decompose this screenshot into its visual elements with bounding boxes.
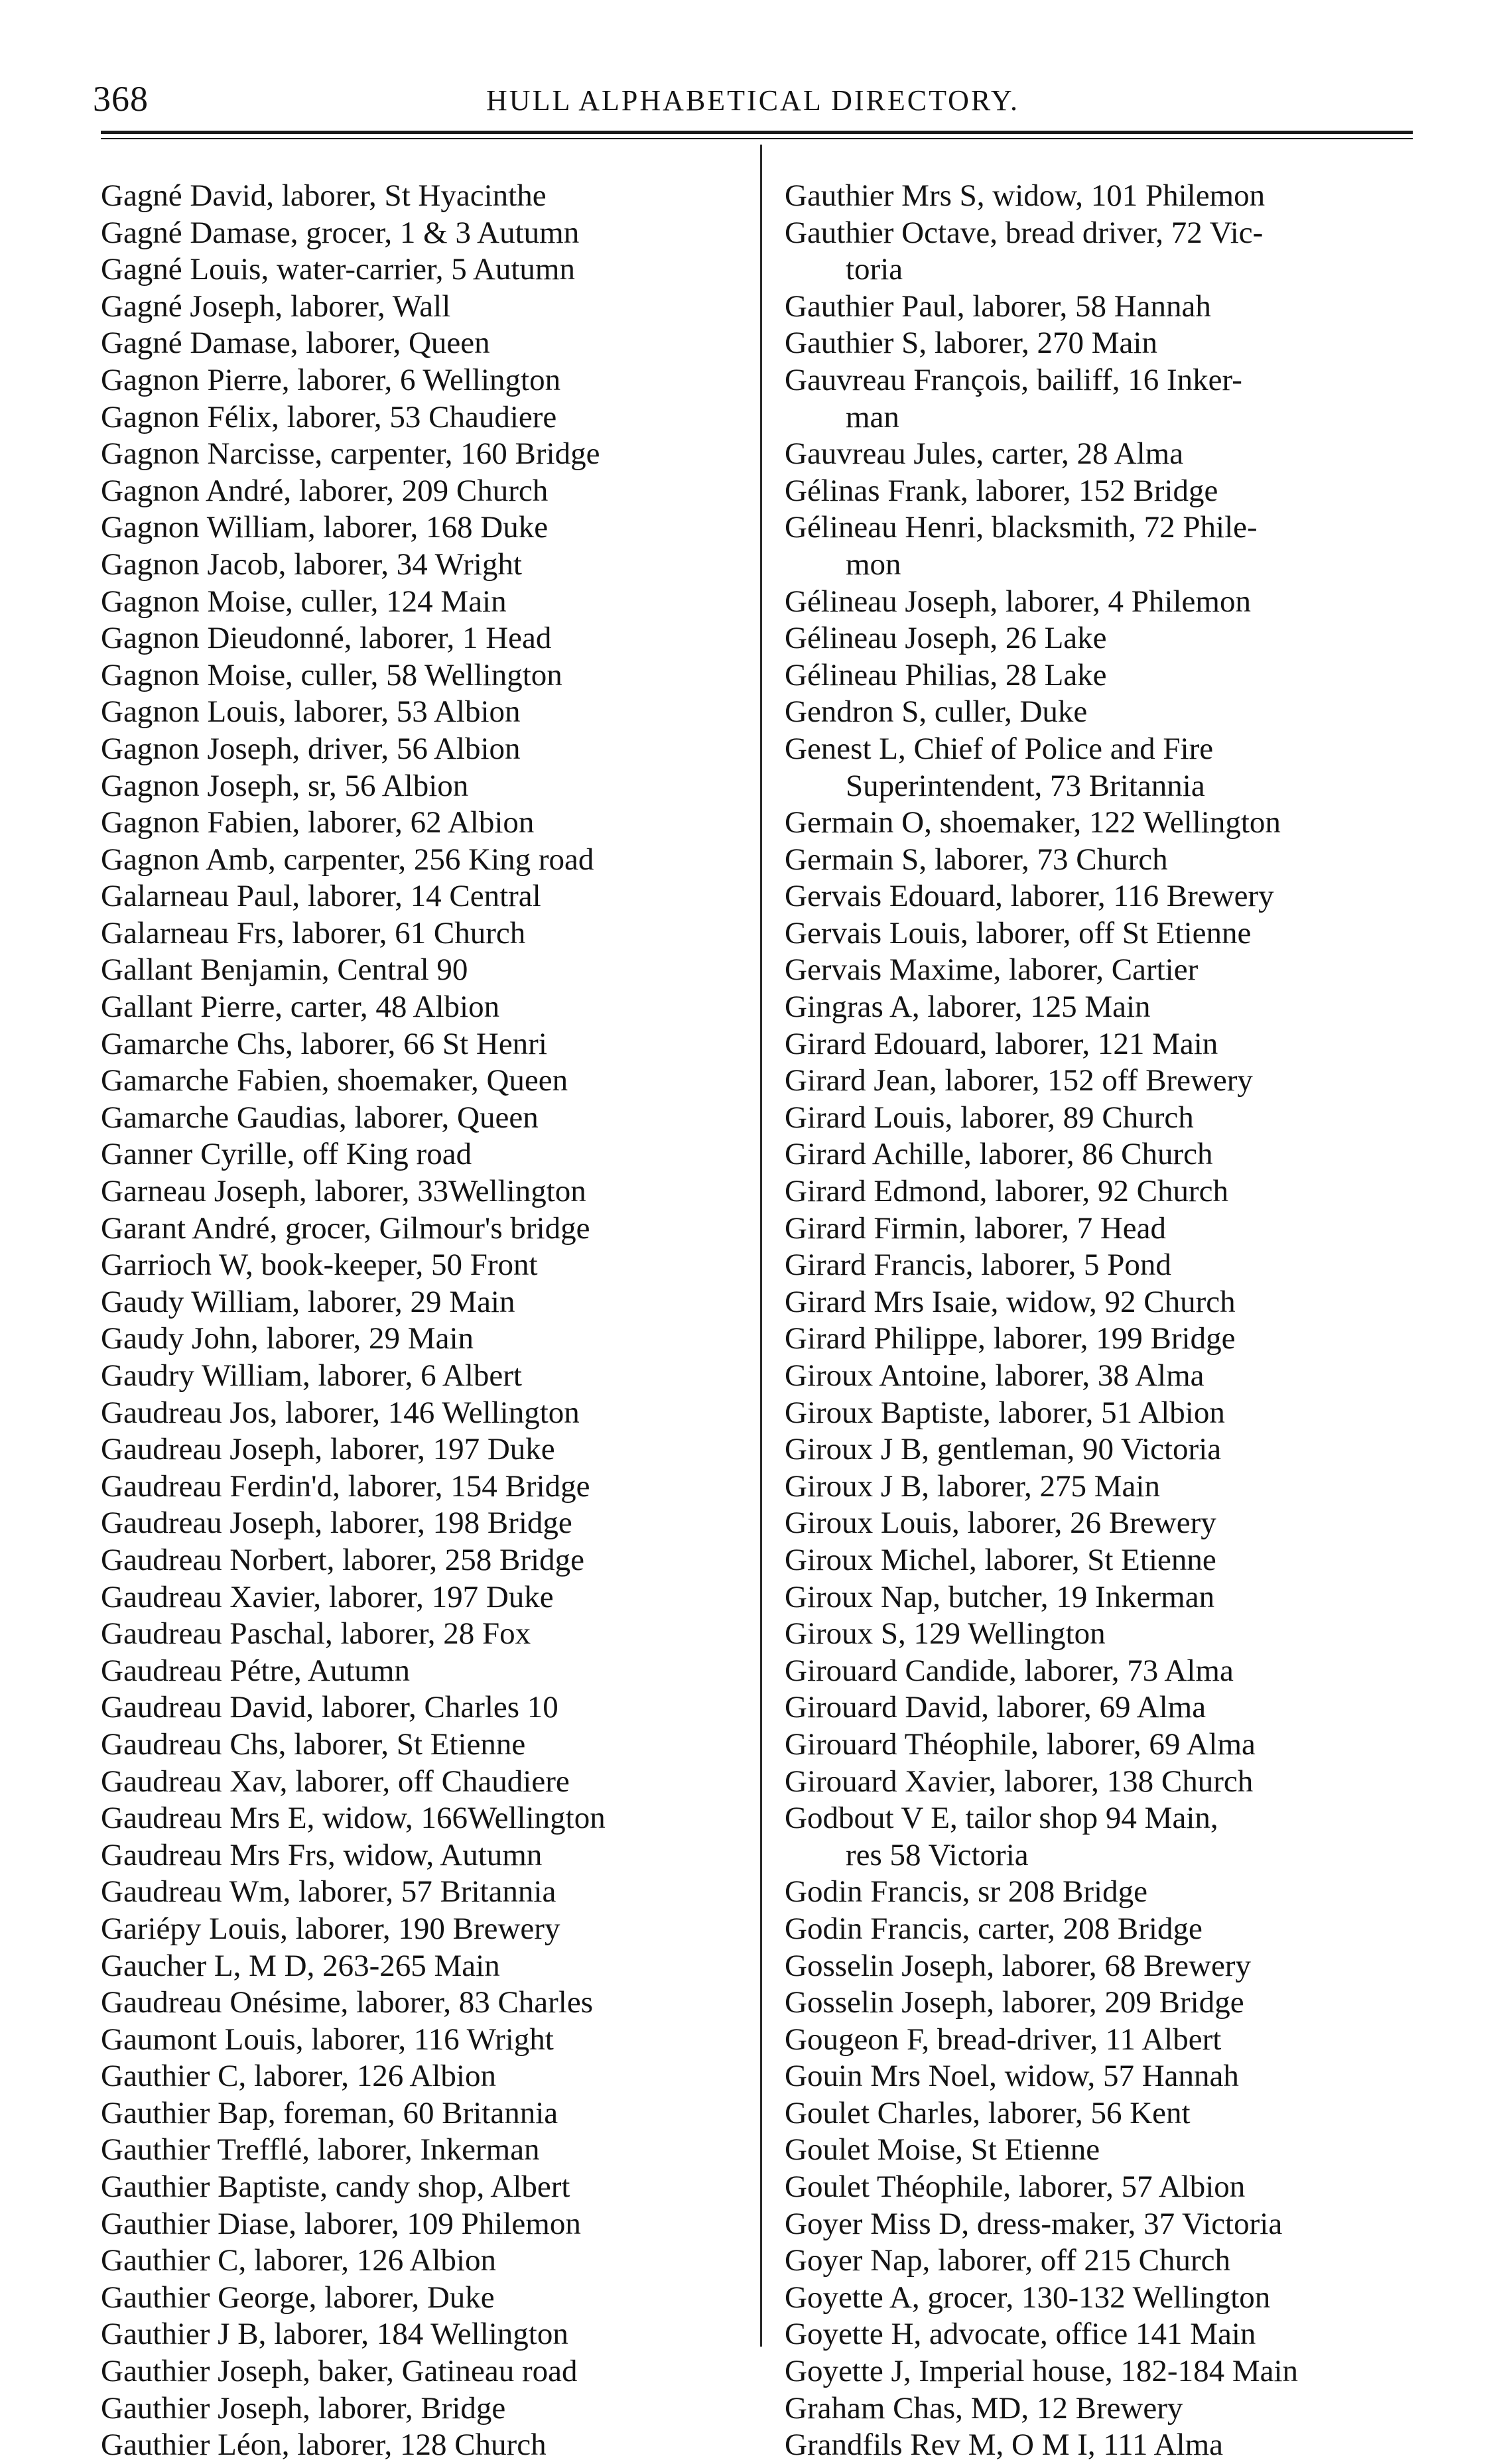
directory-entry: Gélineau Joseph, 26 Lake — [785, 621, 1107, 656]
directory-entry: Gagnon Joseph, driver, 56 Albion — [101, 731, 521, 766]
directory-entry: Gagnon Moise, culler, 124 Main — [101, 584, 507, 619]
directory-entry: Gervais Maxime, laborer, Cartier — [785, 952, 1199, 988]
directory-entry: Gagnon Narcisse, carpenter, 160 Bridge — [101, 436, 600, 472]
directory-entry: Galarneau Paul, laborer, 14 Central — [101, 879, 541, 914]
directory-entry: Gaudreau Onésime, laborer, 83 Charles — [101, 1985, 594, 2020]
directory-entry: Gagnon William, laborer, 168 Duke — [101, 510, 549, 545]
directory-entry: Gaumont Louis, laborer, 116 Wright — [101, 2022, 554, 2057]
directory-entry: Giroux Louis, laborer, 26 Brewery — [785, 1506, 1216, 1541]
directory-entry: Gaudreau Pétre, Autumn — [101, 1653, 410, 1688]
left-column — [101, 178, 764, 2464]
directory-entry: Gallant Pierre, carter, 48 Albion — [101, 990, 500, 1025]
directory-entry: Gagnon Jacob, laborer, 34 Wright — [101, 547, 522, 582]
running-title: HULL ALPHABETICAL DIRECTORY. — [486, 84, 1019, 117]
directory-entry: Giroux J B, gentleman, 90 Victoria — [785, 1432, 1222, 1467]
directory-entry: Gaudreau Mrs E, widow, 166Wellington — [101, 1801, 606, 1836]
directory-entry: Gagnon Amb, carpenter, 256 King road — [101, 842, 594, 877]
directory-entry: Gauthier Diase, laborer, 109 Philemon — [101, 2206, 581, 2241]
directory-entry: Gaudreau Chs, laborer, St Etienne — [101, 1726, 526, 1762]
directory-entry: Gauthier Baptiste, candy shop, Albert — [101, 2170, 570, 2205]
directory-entry: Gauthier Léon, laborer, 128 Church — [101, 2428, 547, 2463]
directory-entry: Gagnon Fabien, laborer, 62 Albion — [101, 805, 535, 840]
directory-entry-continuation: toria — [846, 252, 903, 287]
directory-entry: Gosselin Joseph, laborer, 209 Bridge — [785, 1985, 1244, 2020]
directory-entry: Gauthier S, laborer, 270 Main — [785, 326, 1157, 361]
directory-entry: Girouard Xavier, laborer, 138 Church — [785, 1764, 1254, 1799]
directory-entry: Goyette H, advocate, office 141 Main — [785, 2317, 1256, 2352]
directory-entry: Gauthier Paul, laborer, 58 Hannah — [785, 289, 1211, 324]
directory-entry: Gosselin Joseph, laborer, 68 Brewery — [785, 1948, 1251, 1983]
directory-entry: Godbout V E, tailor shop 94 Main, — [785, 1801, 1218, 1836]
directory-entry: Gauthier C, laborer, 126 Albion — [101, 2243, 496, 2278]
directory-entry: Gaudreau Paschal, laborer, 28 Fox — [101, 1616, 531, 1652]
directory-entry: Gauvreau Jules, carter, 28 Alma — [785, 436, 1184, 472]
directory-entry: Girard Francis, laborer, 5 Pond — [785, 1248, 1171, 1283]
header-rule-thick — [101, 131, 1413, 134]
directory-entry: Goyer Nap, laborer, off 215 Church — [785, 2243, 1231, 2278]
directory-entry: Gagnon Pierre, laborer, 6 Wellington — [101, 362, 561, 397]
directory-entry: Girard Edouard, laborer, 121 Main — [785, 1026, 1218, 1061]
directory-entry: Gaudreau Mrs Frs, widow, Autumn — [101, 1837, 543, 1872]
directory-entry: Gagnon Dieudonné, laborer, 1 Head — [101, 621, 552, 656]
directory-entry: Goulet Théophile, laborer, 57 Albion — [785, 2170, 1246, 2205]
directory-entry: Gagnon Félix, laborer, 53 Chaudiere — [101, 399, 557, 434]
directory-entry: Gervais Edouard, laborer, 116 Brewery — [785, 879, 1274, 914]
directory-entry: Gauthier Joseph, laborer, Bridge — [101, 2390, 506, 2426]
directory-entry: Goyer Miss D, dress-maker, 37 Victoria — [785, 2206, 1283, 2241]
directory-entry: Girard Philippe, laborer, 199 Bridge — [785, 1321, 1236, 1356]
directory-entry: Germain O, shoemaker, 122 Wellington — [785, 805, 1281, 840]
directory-entry: Gagné David, laborer, St Hyacinthe — [101, 178, 547, 213]
directory-entry: Godin Francis, carter, 208 Bridge — [785, 1911, 1203, 1946]
directory-entry: Gaudreau David, laborer, Charles 10 — [101, 1690, 558, 1725]
header-rule-thin — [101, 138, 1413, 139]
directory-entry: Gagné Louis, water-carrier, 5 Autumn — [101, 252, 575, 287]
directory-entry: Gaudreau Wm, laborer, 57 Britannia — [101, 1874, 556, 1910]
directory-entry: Goyette A, grocer, 130-132 Wellington — [785, 2280, 1271, 2315]
directory-entry: Gauthier J B, laborer, 184 Wellington — [101, 2317, 568, 2352]
directory-entry: Gaudreau Joseph, laborer, 197 Duke — [101, 1432, 555, 1467]
directory-entry: Gaudry William, laborer, 6 Albert — [101, 1358, 522, 1393]
directory-entry: Gallant Benjamin, Central 90 — [101, 952, 468, 988]
directory-entry: Giroux S, 129 Wellington — [785, 1616, 1106, 1652]
directory-entry: Girard Mrs Isaie, widow, 92 Church — [785, 1284, 1236, 1319]
directory-entry: Girard Louis, laborer, 89 Church — [785, 1100, 1194, 1135]
directory-entry: Gervais Louis, laborer, off St Etienne — [785, 915, 1252, 950]
directory-entry: Gougeon F, bread-driver, 11 Albert — [785, 2022, 1222, 2057]
directory-entry: Gouin Mrs Noel, widow, 57 Hannah — [785, 2059, 1239, 2094]
directory-entry: Gagnon Joseph, sr, 56 Albion — [101, 768, 469, 803]
directory-entry: Gauthier Joseph, baker, Gatineau road — [101, 2354, 578, 2389]
directory-entry: Gauthier C, laborer, 126 Albion — [101, 2059, 496, 2094]
directory-entry: Gélineau Henri, blacksmith, 72 Phile- — [785, 510, 1258, 545]
directory-entry-continuation: man — [846, 399, 899, 434]
directory-entry: Gaudy William, laborer, 29 Main — [101, 1284, 515, 1319]
directory-entry-continuation: Superintendent, 73 Britannia — [846, 768, 1205, 803]
directory-entry: Giroux Michel, laborer, St Etienne — [785, 1542, 1216, 1577]
directory-entry: Goyette J, Imperial house, 182-184 Main — [785, 2354, 1299, 2389]
directory-entry-continuation: mon — [846, 547, 901, 582]
directory-entry: Gaudreau Joseph, laborer, 198 Bridge — [101, 1506, 572, 1541]
directory-entry: Ganner Cyrille, off King road — [101, 1137, 472, 1172]
directory-entry: Gamarche Chs, laborer, 66 St Henri — [101, 1026, 547, 1061]
directory-entry: Gamarche Gaudias, laborer, Queen — [101, 1100, 539, 1135]
directory-entry: Girouard Théophile, laborer, 69 Alma — [785, 1726, 1256, 1762]
directory-entry: Gauvreau François, bailiff, 16 Inker- — [785, 362, 1242, 397]
directory-entry: Goulet Moise, St Etienne — [785, 2132, 1100, 2168]
directory-entry: Girard Firmin, laborer, 7 Head — [785, 1210, 1166, 1246]
directory-entry: Gauthier Octave, bread driver, 72 Vic- — [785, 215, 1264, 250]
directory-entry: Gaudreau Ferdin'd, laborer, 154 Bridge — [101, 1468, 590, 1504]
directory-entry: Gaudreau Xav, laborer, off Chaudiere — [101, 1764, 570, 1799]
directory-entry: Gendron S, culler, Duke — [785, 694, 1088, 730]
directory-entry: Gagné Joseph, laborer, Wall — [101, 289, 451, 324]
directory-entry: Girouard Candide, laborer, 73 Alma — [785, 1653, 1234, 1688]
directory-entry: Gariépy Louis, laborer, 190 Brewery — [101, 1911, 560, 1946]
directory-entry: Gaudreau Norbert, laborer, 258 Bridge — [101, 1542, 584, 1577]
directory-entry: Garneau Joseph, laborer, 33Wellington — [101, 1174, 586, 1209]
directory-entry: Gagnon André, laborer, 209 Church — [101, 473, 549, 508]
directory-entry: Giroux Nap, butcher, 19 Inkerman — [785, 1579, 1215, 1614]
directory-entry: Gauthier George, laborer, Duke — [101, 2280, 495, 2315]
directory-entry: Gélinas Frank, laborer, 152 Bridge — [785, 473, 1218, 508]
directory-entry-continuation: res 58 Victoria — [846, 1837, 1029, 1872]
directory-entry: Grandfils Rev M, O M I, 111 Alma — [785, 2428, 1223, 2463]
directory-entry: Gagnon Louis, laborer, 53 Albion — [101, 694, 521, 730]
directory-entry: Gélineau Philias, 28 Lake — [785, 657, 1107, 692]
directory-entry: Garrioch W, book-keeper, 50 Front — [101, 1248, 538, 1283]
directory-entry: Graham Chas, MD, 12 Brewery — [785, 2390, 1183, 2426]
right-column — [785, 178, 1448, 2464]
directory-entry: Garant André, grocer, Gilmour's bridge — [101, 1210, 590, 1246]
directory-entry: Gauthier Trefflé, laborer, Inkerman — [101, 2132, 540, 2168]
page-number: 368 — [93, 79, 149, 119]
directory-entry: Girard Achille, laborer, 86 Church — [785, 1137, 1213, 1172]
directory-entry: Gaudy John, laborer, 29 Main — [101, 1321, 474, 1356]
directory-entry: Girard Jean, laborer, 152 off Brewery — [785, 1063, 1253, 1098]
directory-entry: Gaudreau Xavier, laborer, 197 Duke — [101, 1579, 554, 1614]
directory-entry: Girard Edmond, laborer, 92 Church — [785, 1174, 1228, 1209]
directory-entry: Gauthier Mrs S, widow, 101 Philemon — [785, 178, 1266, 213]
directory-entry: Gagné Damase, laborer, Queen — [101, 326, 490, 361]
directory-entry: Galarneau Frs, laborer, 61 Church — [101, 915, 526, 950]
directory-entry: Gaudreau Jos, laborer, 146 Wellington — [101, 1395, 580, 1430]
directory-entry: Goulet Charles, laborer, 56 Kent — [785, 2095, 1191, 2130]
directory-entry: Giroux Baptiste, laborer, 51 Albion — [785, 1395, 1225, 1430]
directory-entry: Gamarche Fabien, shoemaker, Queen — [101, 1063, 568, 1098]
directory-entry: Germain S, laborer, 73 Church — [785, 842, 1168, 877]
directory-entry: Gagné Damase, grocer, 1 & 3 Autumn — [101, 215, 580, 250]
page-header — [93, 78, 1413, 138]
directory-entry: Godin Francis, sr 208 Bridge — [785, 1874, 1147, 1910]
directory-entry: Genest L, Chief of Police and Fire — [785, 731, 1214, 766]
directory-entry: Gauthier Bap, foreman, 60 Britannia — [101, 2095, 558, 2130]
directory-entry: Giroux J B, laborer, 275 Main — [785, 1468, 1160, 1504]
directory-entry: Gingras A, laborer, 125 Main — [785, 990, 1151, 1025]
directory-entry: Gagnon Moise, culler, 58 Wellington — [101, 657, 562, 692]
directory-entry: Gélineau Joseph, laborer, 4 Philemon — [785, 584, 1251, 619]
directory-entry: Giroux Antoine, laborer, 38 Alma — [785, 1358, 1204, 1393]
directory-entry: Girouard David, laborer, 69 Alma — [785, 1690, 1206, 1725]
directory-entry: Gaucher L, M D, 263-265 Main — [101, 1948, 500, 1983]
